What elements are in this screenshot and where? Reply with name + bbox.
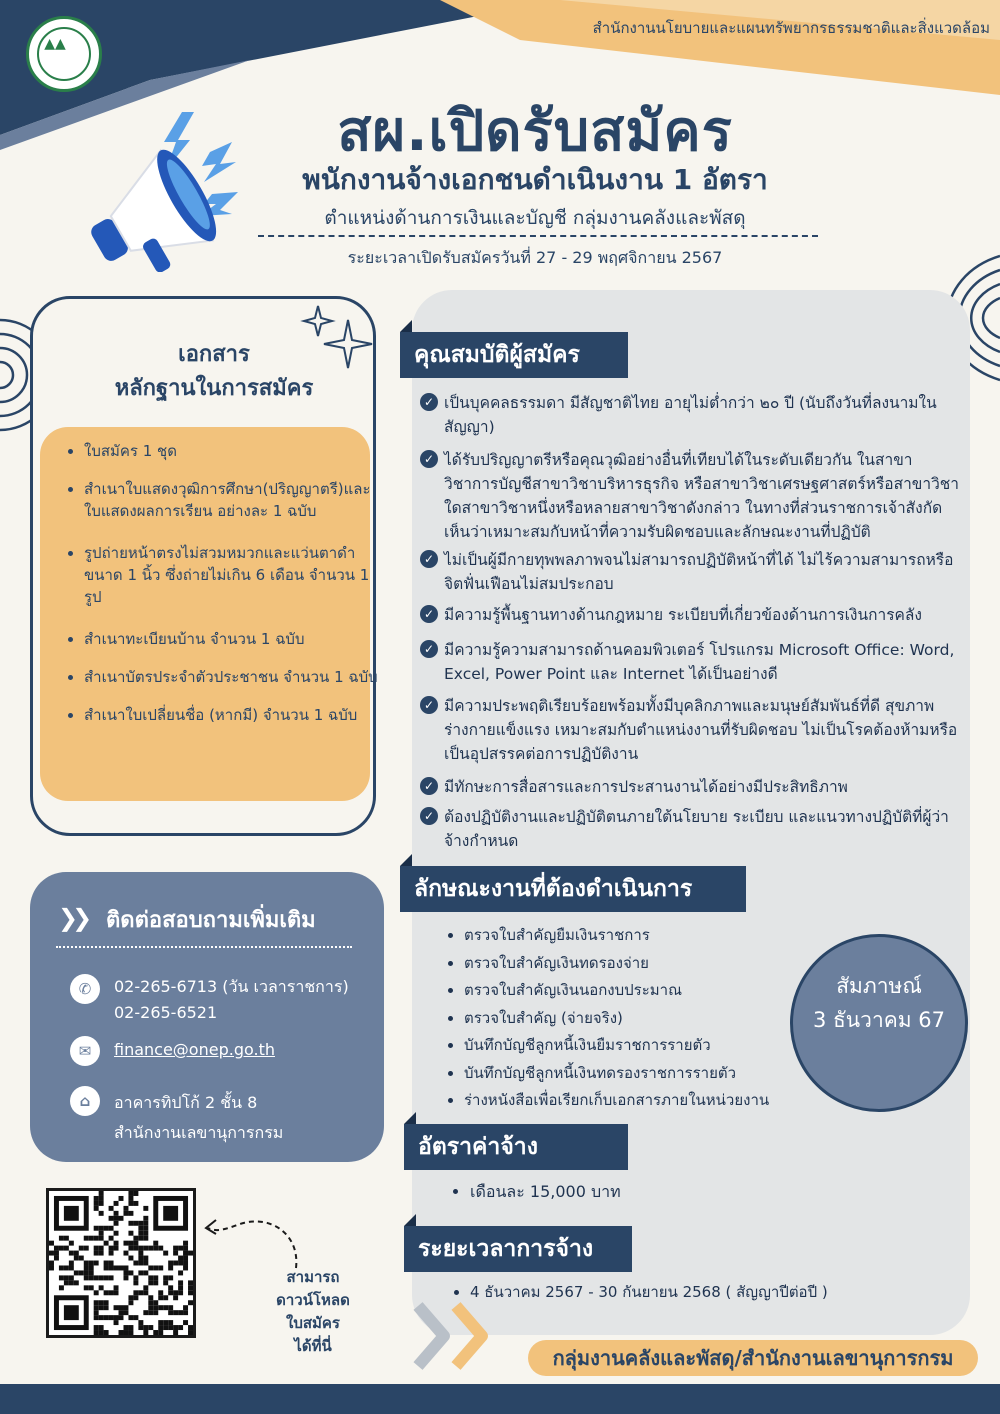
double-chevron-icon (410, 1300, 500, 1372)
list-item: • ตรวจใบสำคัญ (จ่ายจริง) (464, 1005, 844, 1033)
qualification-text: เป็นบุคคลธรรมดา มีสัญชาติไทย อายุไม่ต่ำกว่า ๒๐ ปี (นับถึงวันที่ลงนามในสัญญา) (444, 394, 937, 436)
interview-date: 3 ธันวาคม 67 (812, 1008, 946, 1032)
qr-caption (258, 1266, 368, 1358)
qr-caption-line4: ได้ที่นี่ (294, 1337, 332, 1355)
bottom-bar (0, 1384, 1000, 1414)
qualification-text: มีทักษะการสื่อสารและการประสานงานได้อย่างมีประสิทธิภาพ (444, 778, 848, 796)
interview-label: สัมภาษณ์ (836, 974, 922, 998)
contact-divider (56, 946, 352, 948)
check-icon: ✓ (420, 450, 438, 468)
contact-title: ติดต่อสอบถามเพิ่มเติม (106, 908, 316, 933)
qualification-text: มีความรู้พื้นฐานทางด้านกฎหมาย ระเบียบที่เกี่ยวข้องด้านการเงินการคลัง (444, 606, 922, 624)
check-icon: ✓ (420, 550, 438, 568)
organization-logo (26, 16, 102, 92)
list-item: • รูปถ่ายหน้าตรงไม่สวมหมวกและแว่นตาดำ ขนาด 1 นิ้ว ซึ่งถ่ายไม่เกิน 6 เดือน จำนวน 1 รูป (84, 542, 382, 608)
qualification-item (420, 448, 965, 544)
check-icon: ✓ (420, 696, 438, 714)
list-item: • สำเนาทะเบียนบ้าน จำนวน 1 ฉบับ (84, 628, 382, 650)
list-item: • บันทึกบัญชีลูกหนี้เงินยืมราชการรายตัว (464, 1032, 844, 1060)
heading-fold (404, 1112, 416, 1124)
check-icon: ✓ (420, 393, 438, 411)
salary-heading: อัตราค่าจ้าง (404, 1124, 628, 1170)
documents-title-line1: เอกสาร (178, 342, 250, 367)
qualification-text: ไม่เป็นผู้มีกายทุพพลภาพจนไม่สามารถปฏิบัติหน้าที่ได้ ไม่ไร้ความสามารถหรือจิตฟั่นเฟือนไม่สมประกอบ (444, 551, 954, 593)
qualification-text: มีความประพฤติเรียบร้อยพร้อมทั้งมีบุคลิกภาพและมนุษย์สัมพันธ์ที่ดี สุขภาพร่างกายแข็งแรง เหมาะสมกับตำแหน่งงานที่รับผิดชอบ ไม่เป็นโรคต้องห้ามหรือเป็นอุปสรรคต่อการปฏิบัติงาน (444, 697, 958, 763)
check-icon: ✓ (420, 777, 438, 795)
list-item: • เดือนละ 15,000 บาท (470, 1180, 770, 1205)
list-item: • ตรวจใบสำคัญเงินนอกงบประมาณ (464, 977, 844, 1005)
duties-heading: ลักษณะงานที่ต้องดำเนินการ (400, 866, 746, 912)
qr-caption-line3: ใบสมัคร (286, 1314, 340, 1332)
heading-fold (400, 854, 412, 866)
page-subtitle: พนักงานจ้างเอกชนดำเนินงาน 1 อัตรา (302, 163, 768, 196)
heading-fold (404, 1214, 416, 1226)
list-item: • ตรวจใบสำคัญยืมเงินราชการ (464, 922, 844, 950)
chevron-right-icon: ❯❯ (58, 904, 87, 932)
list-item: • สำเนาบัตรประจำตัวประชาชน จำนวน 1 ฉบับ (84, 666, 382, 688)
megaphone-icon (70, 112, 250, 272)
documents-title-line2: หลักฐานในการสมัคร (114, 376, 314, 401)
qualification-item (420, 805, 965, 853)
page-title: สผ.เปิดรับสมัคร (337, 99, 733, 164)
list-item: • ใบสมัคร 1 ชุด (84, 440, 382, 462)
qualification-item (420, 548, 965, 596)
list-item: • ร่างหนังสือเพื่อเรียกเก็บเอกสารภายในหน่วยงาน (464, 1087, 844, 1115)
phone-number-1[interactable]: 02-265-6713 (วัน เวลาราชการ) (114, 977, 349, 996)
documents-list (62, 440, 382, 742)
list-item: • ตรวจใบสำคัญเงินทดรองจ่าย (464, 950, 844, 978)
footer-department: กลุ่มงานคลังและพัสดุ/สำนักงานเลขานุการกรม (552, 1346, 954, 1370)
title-divider (258, 235, 818, 237)
qualification-item (420, 603, 965, 627)
application-period: ระยะเวลาเปิดรับสมัครวันที่ 27 - 29 พฤศจิกายน 2567 (347, 248, 723, 267)
list-item: • สำเนาใบแสดงวุฒิการศึกษา(ปริญญาตรี)และใบแสดงผลการเรียน อย่างละ 1 ฉบับ (84, 478, 382, 522)
qualification-text: ได้รับปริญญาตรีหรือคุณวุฒิอย่างอื่นที่เทียบได้ในระดับเดียวกัน ในสาขาวิชาการบัญชีสาขาวิชาบริหารธุรกิจ หรือสาขาวิชาเศรษฐศาสตร์หรือสาขาวิชาใดสาขาวิชาหนึ่งหรือหลายสาขาวิชาดังกล่าว ในทางที่ส่วนราชการเจ้าสังกัดเห็นว่าเหมาะสมกับหน้าที่ความรับผิดชอบและลักษณะงานที่ปฏิบัติ (444, 451, 959, 541)
phone-number-2[interactable]: 02-265-6521 (114, 1003, 218, 1022)
email-link[interactable]: finance@onep.go.th (114, 1040, 275, 1059)
phone-icon: ✆ (70, 974, 100, 1004)
qualification-item (420, 638, 965, 686)
qualification-item (420, 391, 965, 439)
check-icon: ✓ (420, 605, 438, 623)
qualification-item (420, 775, 965, 799)
qr-caption-line1: สามารถ (286, 1268, 340, 1286)
contact-address (114, 1088, 283, 1148)
heading-fold (400, 320, 412, 332)
qualification-text: มีความรู้ความสามารถด้านคอมพิวเตอร์ โปรแกรม Microsoft Office: Word, Excel, Power Point และ Internet ได้เป็นอย่างดี (444, 641, 955, 683)
logo-mark-icon: ▲▲ (44, 36, 66, 52)
interview-badge (790, 934, 968, 1112)
contact-phones (114, 974, 349, 1026)
duties-list (442, 922, 844, 1115)
list-item: • 4 ธันวาคม 2567 - 30 กันยายน 2568 ( สัญญาปีต่อปี ) (470, 1280, 970, 1304)
home-icon: ⌂ (70, 1086, 100, 1116)
list-item: • สำเนาใบเปลี่ยนชื่อ (หากมี) จำนวน 1 ฉบับ (84, 704, 382, 726)
address-line-1: อาคารทิปโก้ 2 ชั้น 8 (114, 1093, 258, 1112)
check-icon: ✓ (420, 807, 438, 825)
list-item: • บันทึกบัญชีลูกหนี้เงินทดรองราชการรายตัว (464, 1060, 844, 1088)
qr-caption-line2: ดาวน์โหลด (276, 1291, 350, 1309)
dashed-arrow-icon (200, 1214, 310, 1274)
position-title: ตำแหน่งด้านการเงินและบัญชี กลุ่มงานคลังและพัสดุ (324, 207, 746, 229)
qualifications-heading: คุณสมบัติผู้สมัคร (400, 332, 628, 378)
organization-name: สำนักงานนโยบายและแผนทรัพยากรธรรมชาติและสิ่งแวดล้อม (592, 19, 990, 37)
check-icon: ✓ (420, 640, 438, 658)
term-list (448, 1280, 970, 1304)
documents-title (64, 338, 364, 406)
mail-icon: ✉ (70, 1036, 100, 1066)
term-heading: ระยะเวลาการจ้าง (404, 1226, 632, 1272)
qr-pattern-icon (49, 1191, 193, 1335)
salary-list (448, 1180, 770, 1205)
address-line-2: สำนักงานเลขานุการกรม (114, 1123, 284, 1142)
qualification-item (420, 694, 965, 766)
qr-code[interactable] (46, 1188, 196, 1338)
qualification-text: ต้องปฏิบัติงานและปฏิบัติตนภายใต้นโยบาย ระเบียบ และแนวทางปฏิบัติที่ผู้ว่าจ้างกำหนด (444, 808, 949, 850)
